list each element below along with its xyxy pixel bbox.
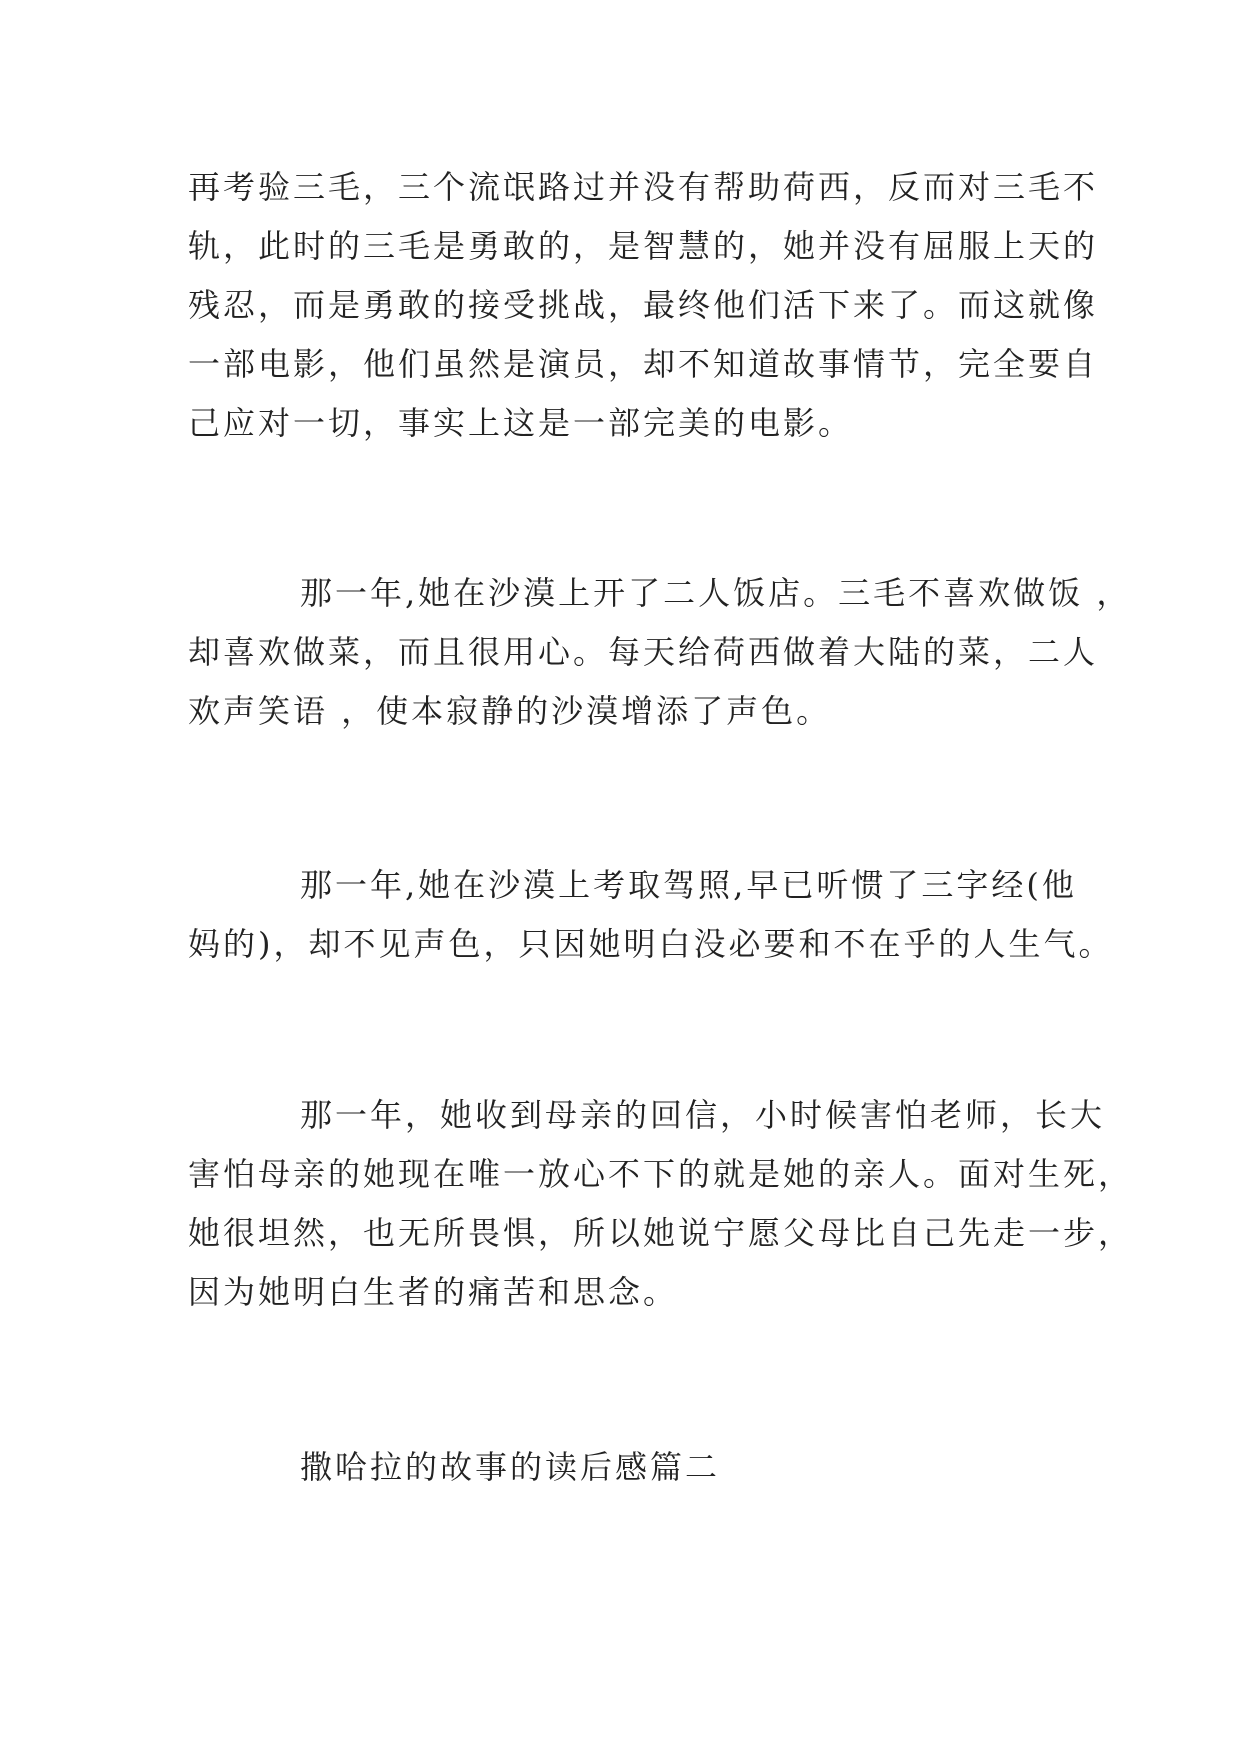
paragraph-line: 却喜欢做菜，而且很用心。每天给荷西做着大陆的菜，二人 [188,633,1099,671]
paragraph-3 [188,856,1114,974]
paragraph-line: 再考验三毛，三个流氓路过并没有帮助荷西，反而对三毛不 [188,168,1099,206]
paragraph-1 [188,158,1099,453]
paragraph-line: 那一年,她在沙漠上开了二人饭店。三毛不喜欢做饭 ， [300,574,1132,612]
paragraph-2 [188,564,1132,741]
paragraph-line: 一部电影，他们虽然是演员，却不知道故事情节，完全要自 [188,345,1099,383]
section-heading [188,1438,1048,1497]
paragraph-4 [188,1086,1134,1322]
paragraph-line: 妈的)，却不见声色，只因她明白没必要和不在乎的人生气。 [188,925,1114,963]
paragraph-line: 欢声笑语 ，使本寂静的沙漠增添了声色。 [188,692,832,730]
paragraph-line: 己应对一切，事实上这是一部完美的电影。 [188,404,854,442]
paragraph-line: 害怕母亲的她现在唯一放心不下的就是她的亲人。面对生死， [188,1155,1134,1193]
paragraph-line: 残忍，而是勇敢的接受挑战，最终他们活下来了。而这就像 [188,286,1099,324]
paragraph-line: 那一年,她在沙漠上考取驾照,早已听惯了三字经(他 [300,866,1077,904]
paragraph-line: 轨，此时的三毛是勇敢的，是智慧的，她并没有屈服上天的 [188,227,1099,265]
paragraph-line: 因为她明白生者的痛苦和思念。 [188,1273,679,1311]
paragraph-line: 她很坦然，也无所畏惧，所以她说宁愿父母比自己先走一步， [188,1214,1134,1252]
paragraph-line: 那一年，她收到母亲的回信，小时候害怕老师，长大 [300,1096,1106,1134]
section-heading-text: 撒哈拉的故事的读后感篇二 [300,1448,721,1486]
